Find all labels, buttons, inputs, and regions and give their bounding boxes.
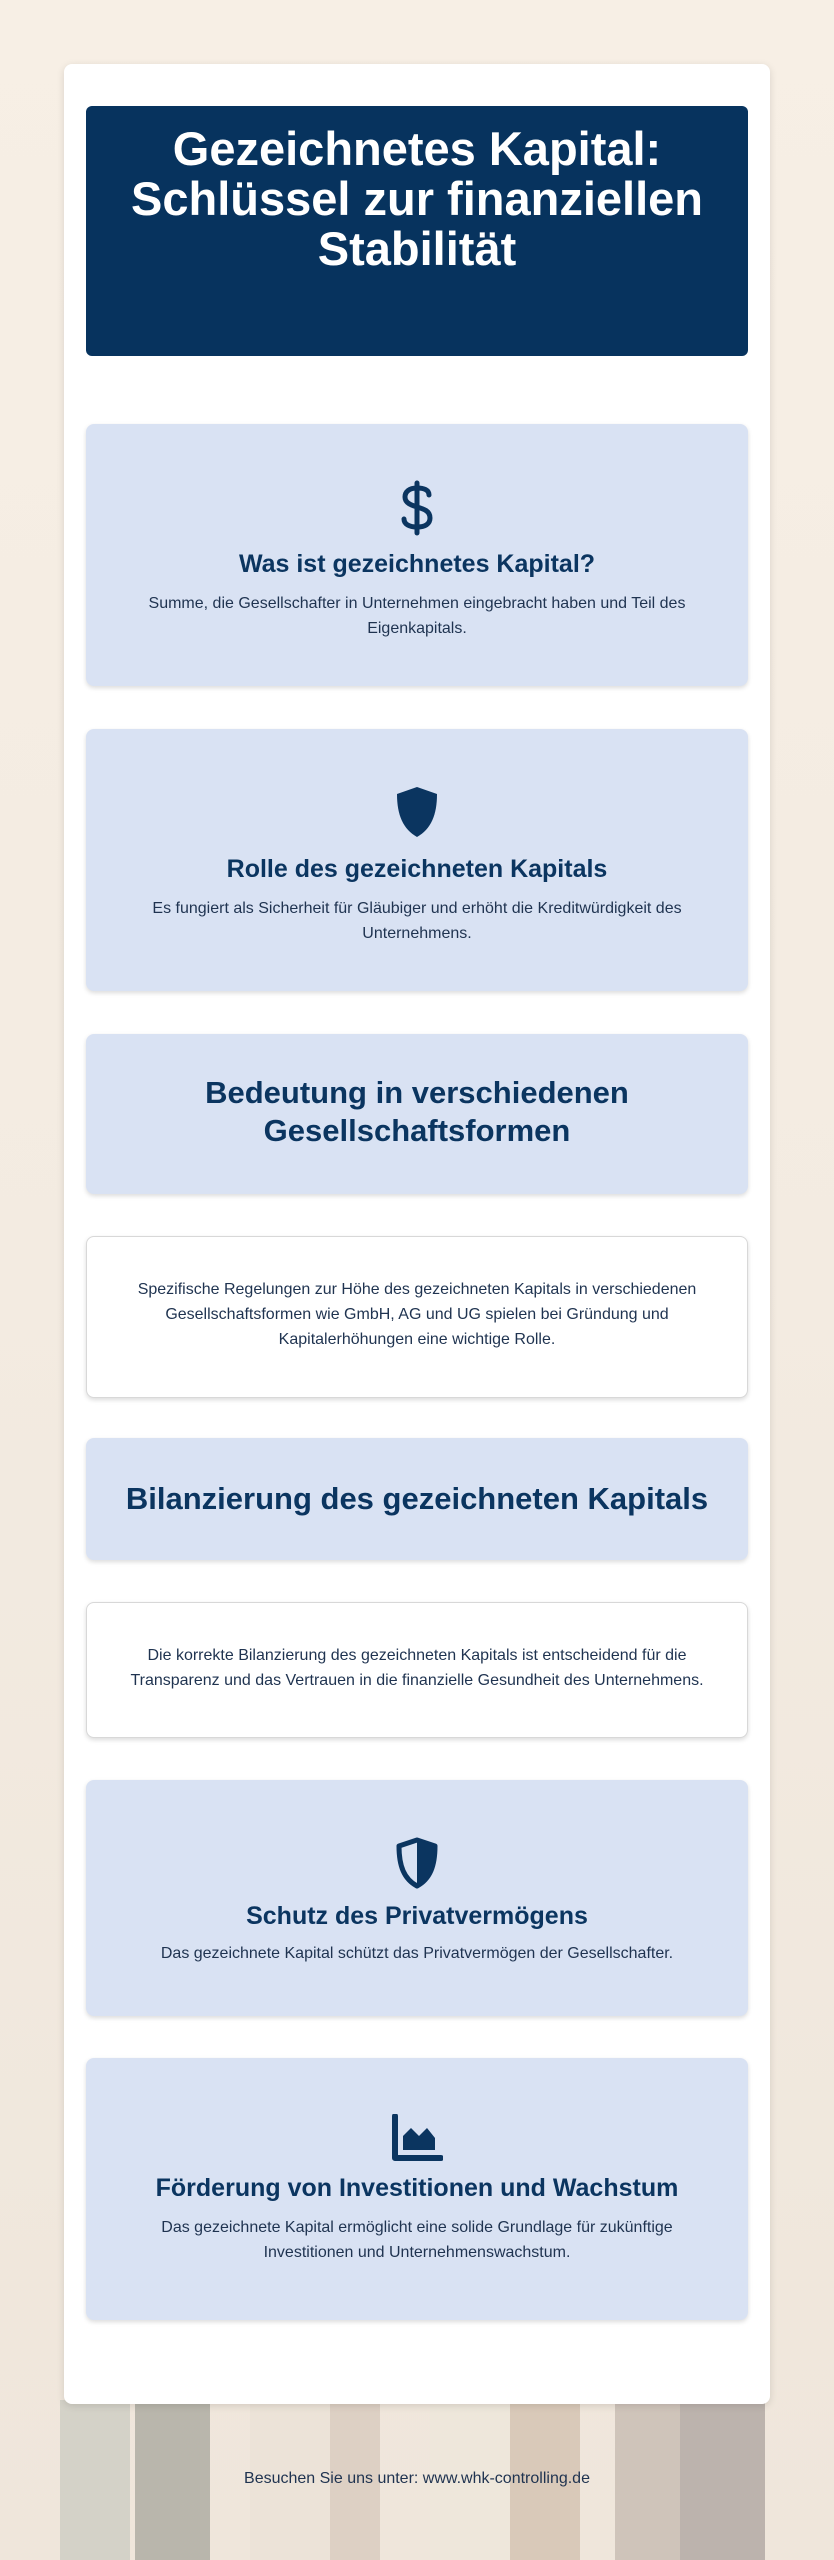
- shield-icon: [393, 785, 441, 839]
- footer-link[interactable]: Besuchen Sie uns unter: www.whk-controlling.de: [244, 2470, 590, 2487]
- card-bedeutung-text: [86, 1236, 748, 1398]
- card-title: Schutz des Privatvermögens: [246, 1902, 588, 1930]
- card-text: Summe, die Gesellschafter in Unternehmen eingebracht haben und Teil des Eigenkapitals.: [148, 595, 686, 637]
- card-text: Die korrekte Bilanzierung des gezeichneten Kapitals ist entscheidend für die Transparenz und das Vertrauen in die finanzielle Gesundheit des Unternehmens.: [130, 1647, 704, 1689]
- card-bilanzierung-heading: [86, 1438, 748, 1560]
- card-text: Das gezeichnete Kapital schützt das Privatvermögen der Gesellschafter.: [160, 1945, 674, 1962]
- card-title: Rolle des gezeichneten Kapitals: [226, 855, 608, 883]
- infographic-container: [64, 64, 770, 2404]
- card-bedeutung-heading: [86, 1034, 748, 1194]
- half-shield-icon: [393, 1836, 441, 1890]
- section-heading: Bedeutung in verschiedenen Gesellschaftsformen: [205, 1075, 629, 1148]
- card-title: Förderung von Investitionen und Wachstum: [155, 2174, 679, 2202]
- card-was-ist: [86, 424, 748, 686]
- card-foerderung: [86, 2058, 748, 2320]
- card-title: Was ist gezeichnetes Kapital?: [238, 550, 596, 578]
- card-text: Das gezeichnete Kapital ermöglicht eine solide Grundlage für zukünftige Investitionen und Unternehmenswachstum.: [161, 2219, 673, 2261]
- area-chart-icon: [391, 2114, 443, 2162]
- section-heading: Bilanzierung des gezeichneten Kapitals: [125, 1481, 709, 1516]
- card-bilanzierung-text: [86, 1602, 748, 1738]
- card-schutz: [86, 1780, 748, 2016]
- dollar-icon: [399, 480, 435, 536]
- card-text: Es fungiert als Sicherheit für Gläubiger und erhöht die Kreditwürdigkeit des Unternehmens.: [152, 900, 682, 942]
- page-title: Gezeichnetes Kapital: Schlüssel zur finanziellen Stabilität: [131, 122, 703, 275]
- title-banner: [86, 106, 748, 356]
- card-rolle: [86, 729, 748, 991]
- card-text: Spezifische Regelungen zur Höhe des gezeichneten Kapitals in verschiedenen Gesellschaftsformen wie GmbH, AG und UG spielen bei Gründung und Kapitalerhöhungen eine wichtige Rolle.: [137, 1281, 697, 1348]
